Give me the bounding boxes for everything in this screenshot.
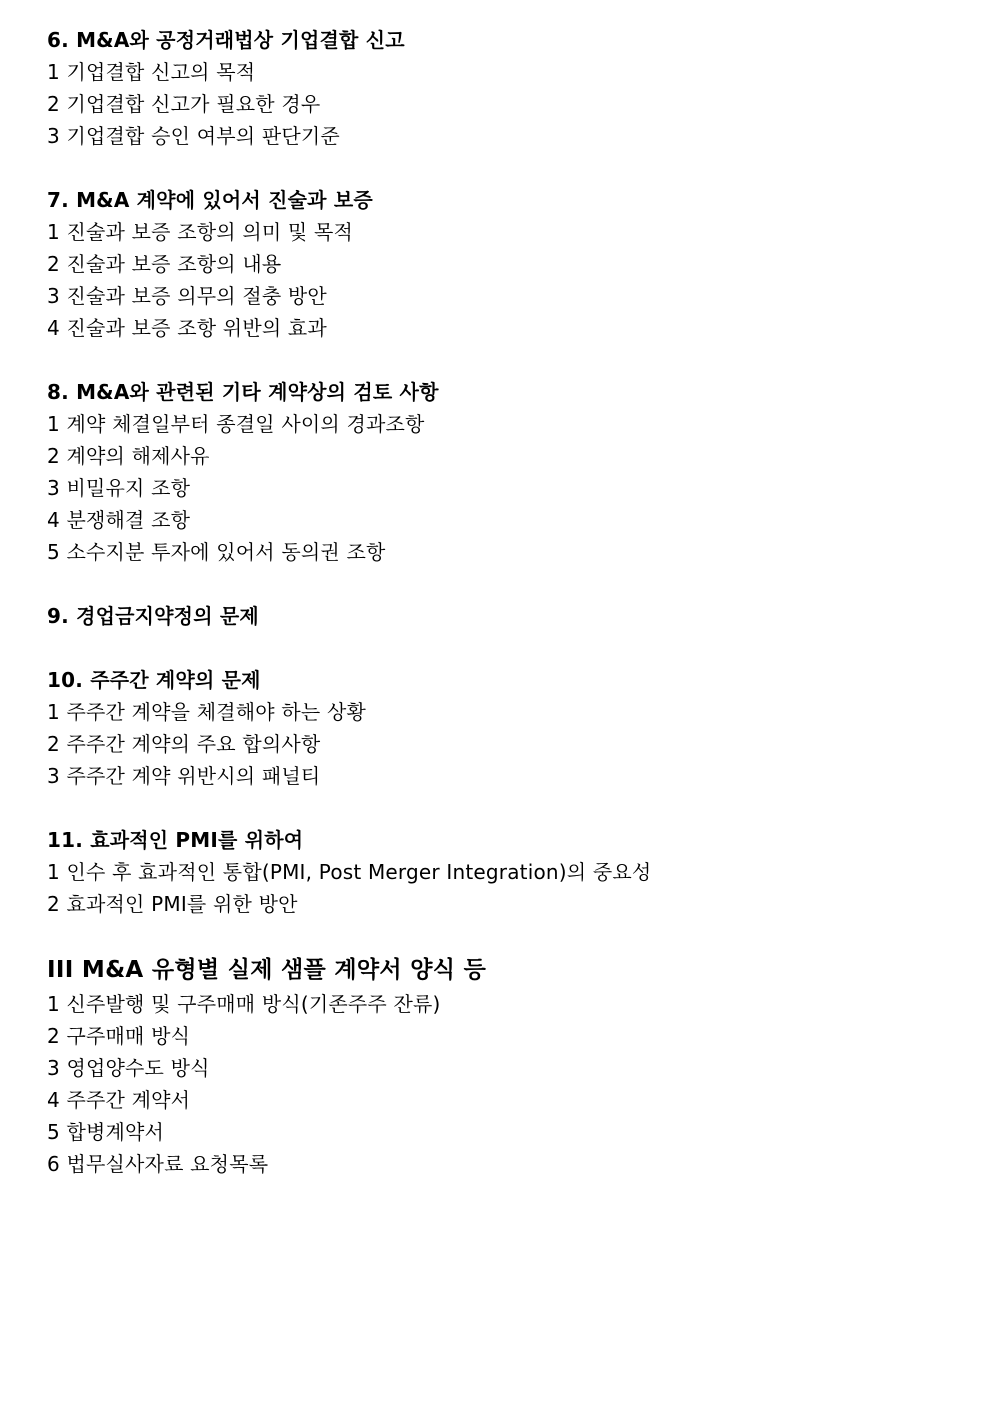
list-item: 4 주주간 계약서 (47, 1088, 191, 1112)
list-item: 3 주주간 계약 위반시의 패널티 (47, 764, 321, 788)
section-11 (47, 824, 967, 920)
list-item: 2 진술과 보증 조항의 내용 (47, 252, 282, 276)
list-item: 3 비밀유지 조항 (47, 476, 191, 500)
document-page (47, 24, 967, 1212)
list-item: 3 영업양수도 방식 (47, 1056, 210, 1080)
section-title: 11. 효과적인 PMI를 위하여 (47, 828, 304, 852)
list-item: 2 주주간 계약의 주요 합의사항 (47, 732, 321, 756)
list-item: 5 소수지분 투자에 있어서 동의권 조항 (47, 540, 386, 564)
list-item: 6 법무실사자료 요청목록 (47, 1152, 269, 1176)
list-item: 4 분쟁해결 조항 (47, 508, 191, 532)
section-title: 7. M&A 계약에 있어서 진술과 보증 (47, 188, 373, 212)
section-title: 8. M&A와 관련된 기타 계약상의 검토 사항 (47, 380, 439, 404)
list-item: 1 기업결합 신고의 목적 (47, 60, 256, 84)
list-item: 1 인수 후 효과적인 통합(PMI, Post Merger Integration)의 중요성 (47, 860, 652, 884)
list-item: 2 기업결합 신고가 필요한 경우 (47, 92, 321, 116)
section-title: 10. 주주간 계약의 문제 (47, 668, 261, 692)
section-7 (47, 184, 967, 344)
list-item: 1 계약 체결일부터 종결일 사이의 경과조항 (47, 412, 425, 436)
section-title: 9. 경업금지약정의 문제 (47, 604, 259, 628)
section-10 (47, 664, 967, 792)
list-item: 3 진술과 보증 의무의 절충 방안 (47, 284, 327, 308)
section-6 (47, 24, 967, 152)
list-item: 2 구주매매 방식 (47, 1024, 191, 1048)
list-item: 1 주주간 계약을 체결해야 하는 상황 (47, 700, 366, 724)
part-title: III M&A 유형별 실제 샘플 계약서 양식 등 (47, 957, 487, 983)
list-item: 1 신주발행 및 구주매매 방식(기존주주 잔류) (47, 992, 441, 1016)
list-item: 5 합병계약서 (47, 1120, 165, 1144)
list-item: 2 계약의 해제사유 (47, 444, 210, 468)
list-item: 2 효과적인 PMI를 위한 방안 (47, 892, 298, 916)
list-item: 3 기업결합 승인 여부의 판단기준 (47, 124, 340, 148)
part-3 (47, 952, 967, 1180)
list-item: 1 진술과 보증 조항의 의미 및 목적 (47, 220, 354, 244)
section-title: 6. M&A와 공정거래법상 기업결합 신고 (47, 28, 405, 52)
list-item: 4 진술과 보증 조항 위반의 효과 (47, 316, 327, 340)
section-9 (47, 600, 967, 632)
section-8 (47, 376, 967, 568)
